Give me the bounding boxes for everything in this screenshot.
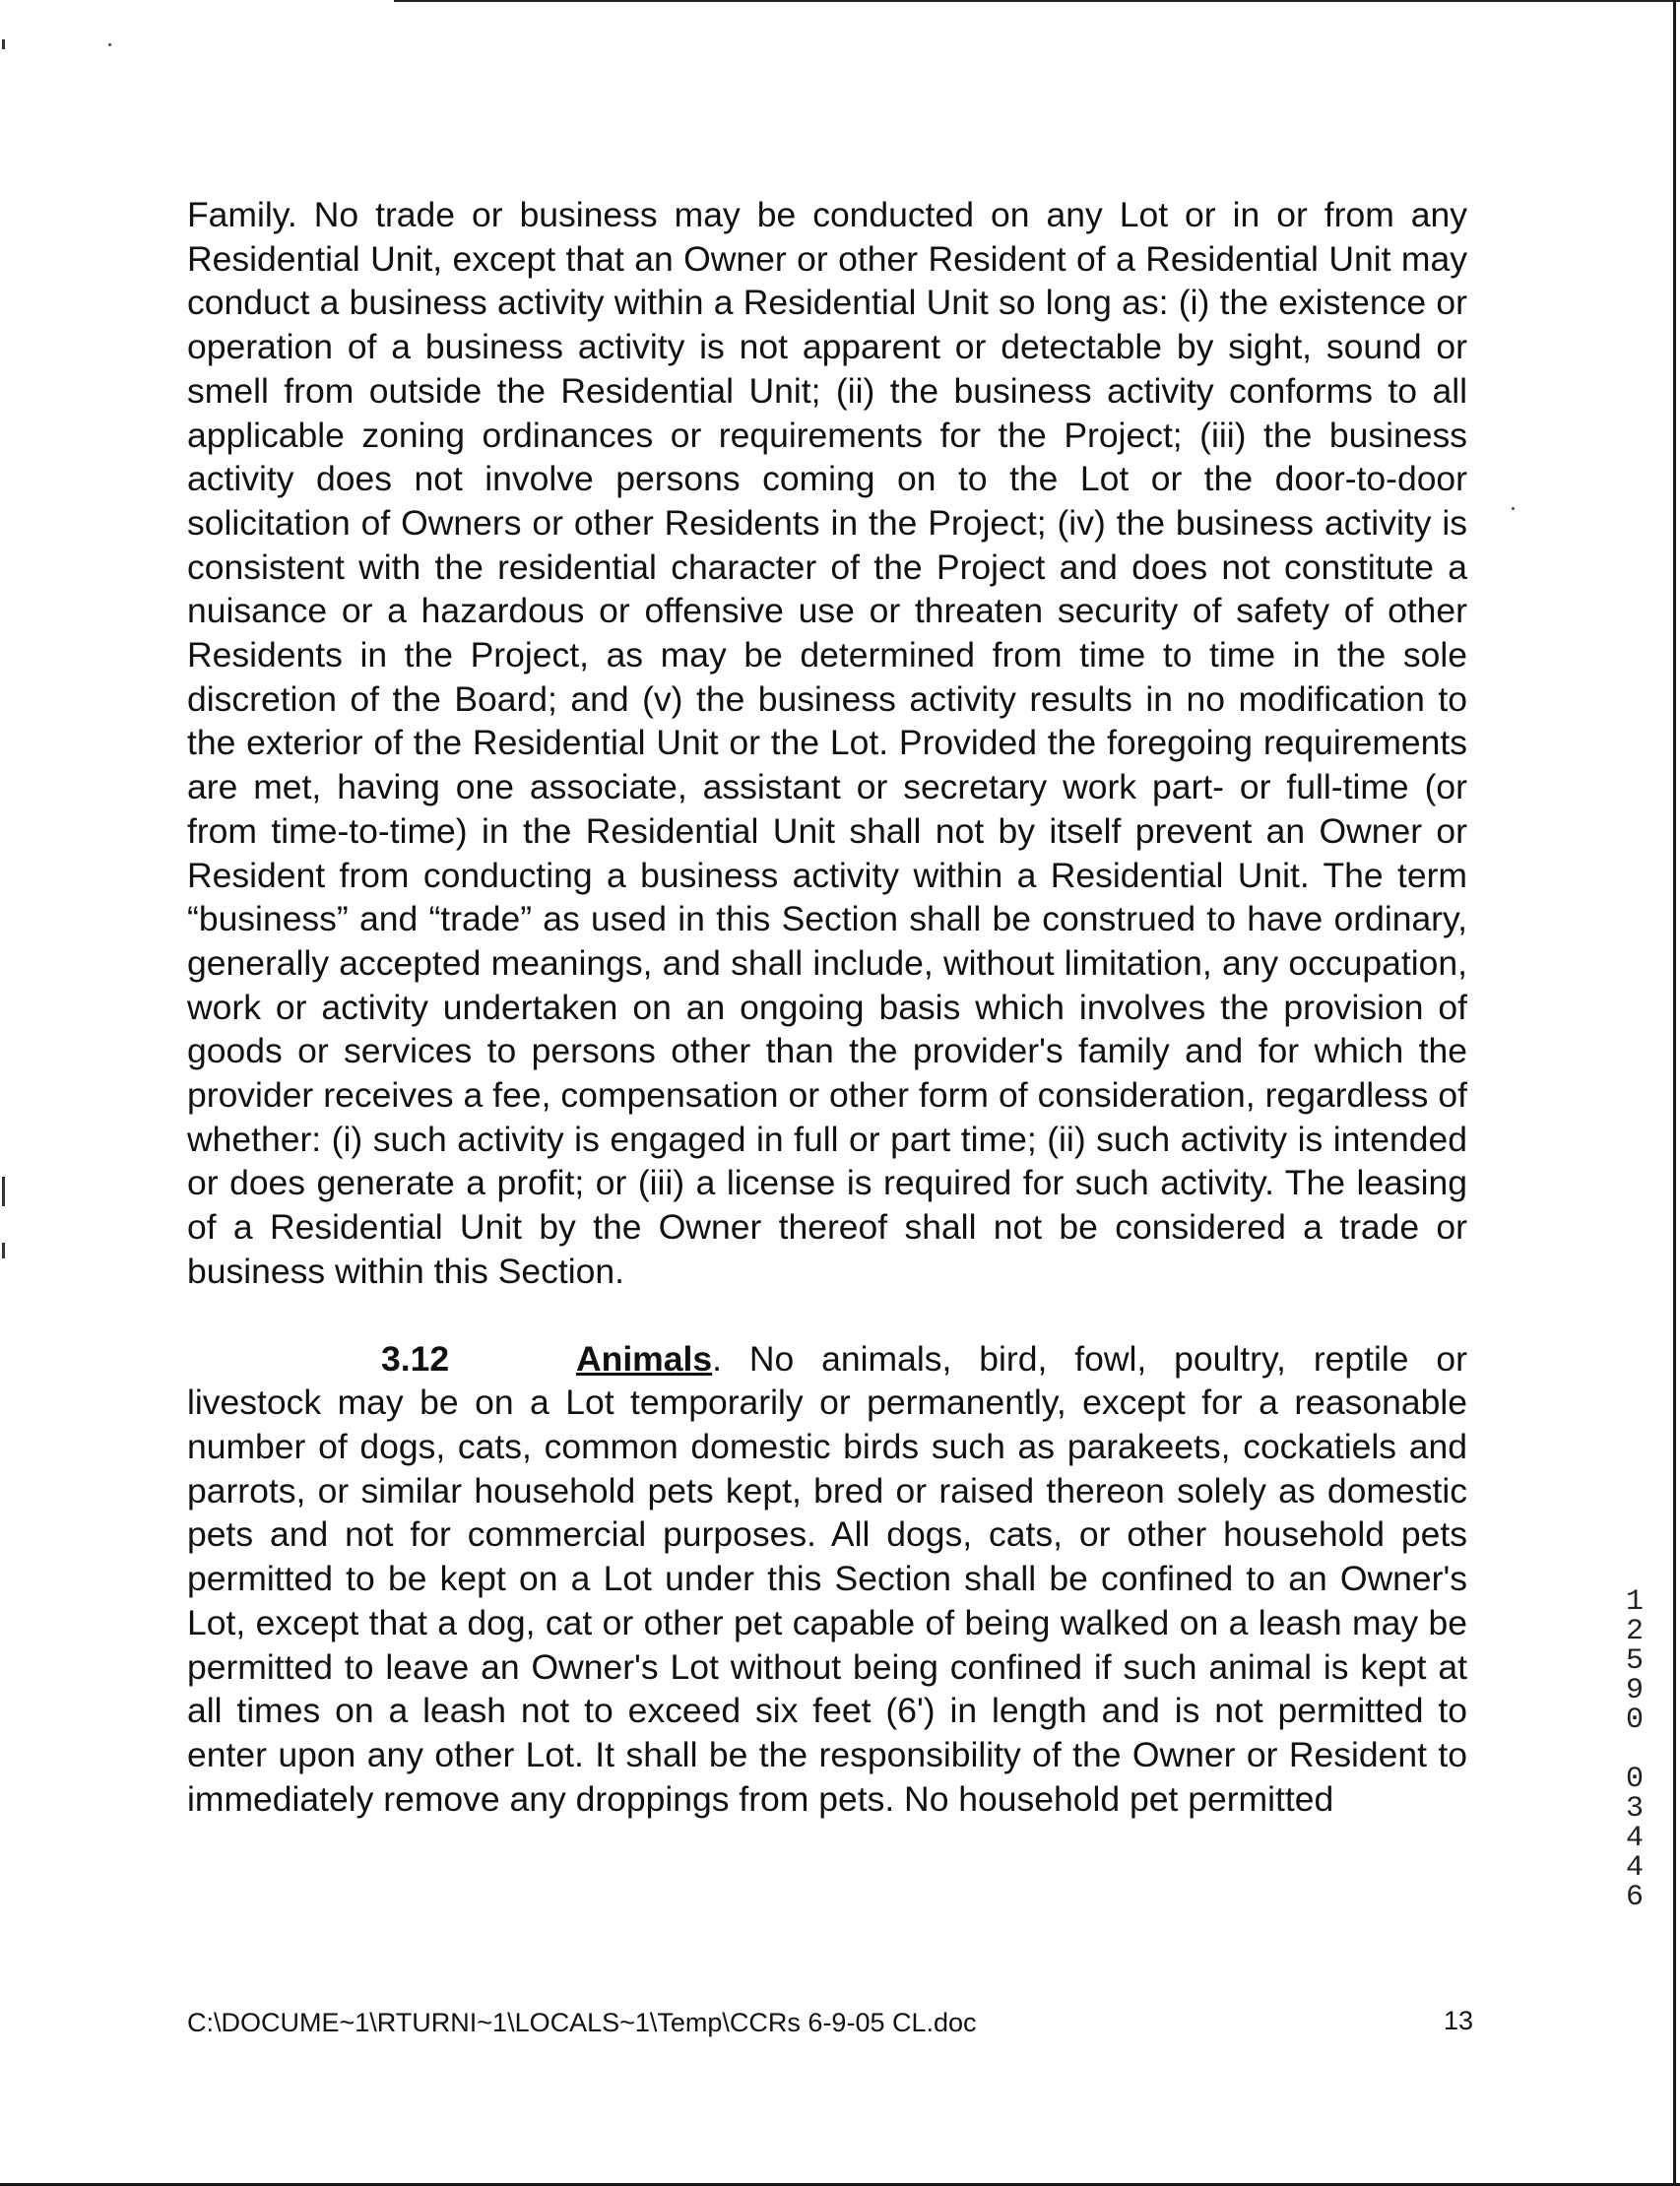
document-stamp-number [1615, 1587, 1654, 1912]
scan-speck [1512, 507, 1515, 510]
scan-margin-marks [0, 0, 12, 2186]
page-edge-top [394, 0, 1680, 2]
paragraph-business-activity: Family. No trade or business may be conducted on any Lot or in or from any Residential Unit, except that an Owner or other Resident of a Residential Unit may conduct a business activity within a Residential Unit so long as: (i) the existence or operation of a business activity is not apparent or detectable by sight, sound or smell from outside the Residential Unit; (ii) the business activity conforms to all applicable zoning ordinances or requirements for the Project; (iii) the business activity does not involve persons coming on to the Lot or the door-to-door solicitation of Owners or other Residents in the Project; (iv) the business activity is consistent with the residential character of the Project and does not constitute a nuisance or a hazardous or offensive use or threaten security of safety of other Residents in the Project, as may be determined from time to time in the sole discretion of the Board; and (v) the business activity results in no modification to the exterior of the Residential Unit or the Lot. Provided the foregoing requirements are met, having one associate, assistant or secretary work part- or full-time (or from time-to-time) in the Residential Unit shall not by itself prevent an Owner or Resident from conducting a business activity within a Residential Unit. The term “business” and “trade” as used in this Section shall be construed to have ordinary, generally accepted meanings, and shall include, without limitation, any occupation, work or activity undertaken on an ongoing basis which involves the provision of goods or services to persons other than the provider's family and for which the provider receives a fee, compensation or other form of consideration, regardless of whether: (i) such activity is engaged in full or part time; (ii) such activity is intended or does generate a profit; or (iii) a license is required for such activity. The leasing of a Residential Unit by the Owner thereof shall not be considered a trade or business within this Section. [187, 195, 1467, 1291]
page-number: 13 [1444, 2006, 1474, 2035]
section-body-text: No animals, bird, fowl, poultry, reptile or livestock may be on a Lot temporarily or permanently, except for a reasonable number of dogs, cats, common domestic birds such as parakeets, cockatiels and parrots, or similar household pets kept, bred or raised thereon solely as domestic pets and not for commercial purposes. All dogs, cats, or other household pets permitted to be kept on a Lot under this Section shall be confined to an Owner's Lot, except that a dog, cat or other pet capable of being walked on a leash may be permitted to leave an Owner's Lot without being confined if such animal is kept at all times on a leash not to exceed six feet (6') in length and is not permitted to enter upon any other Lot. It shall be the responsibility of the Owner or Resident to immediately remove any droppings from pets. No household pet permitted [187, 1338, 1467, 1819]
scan-mark [2, 39, 5, 49]
section-title: Animals [576, 1338, 713, 1379]
scan-mark [2, 1243, 5, 1258]
stamp-text: 1 2 5 9 0 0 3 4 4 6 [1625, 1585, 1644, 1914]
page-edge-right [1673, 0, 1676, 2186]
section-number: 3.12 [381, 1338, 450, 1379]
section-title-punctuation: . [712, 1338, 722, 1379]
scan-mark [2, 1177, 5, 1206]
document-body [187, 193, 1467, 1821]
scan-speck [108, 43, 111, 46]
footer-file-path: C:\DOCUME~1\RTURNI~1\LOCALS~1\Temp\CCRs 6-9-05 CL.doc [187, 2008, 977, 2037]
paragraph-section-animals [187, 1337, 1467, 1822]
